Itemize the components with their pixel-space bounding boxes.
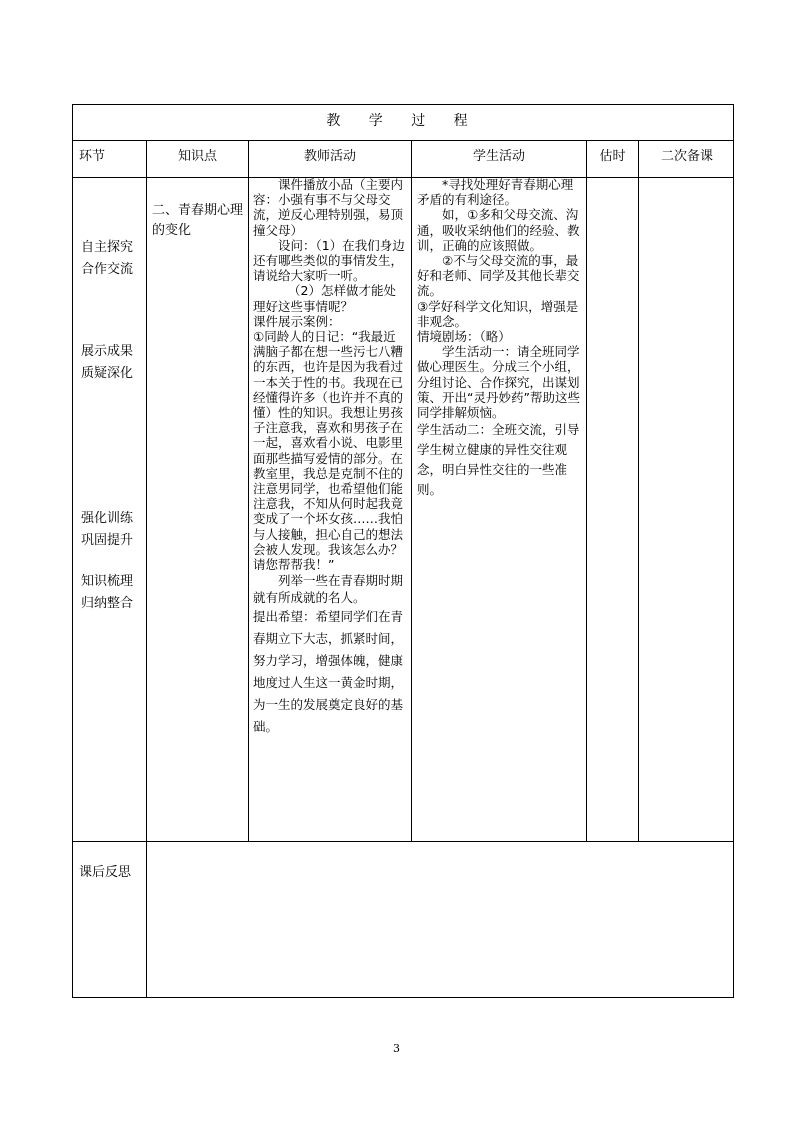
stage-item: 强化训练巩固提升 bbox=[81, 511, 134, 548]
teacher-paragraph: 提出希望：希望同学们在青春期立下大志，抓紧时间，努力学习，增强体魄，健康地度过人生这一黄金时期，为一生的发展奠定良好的基础。 bbox=[253, 609, 404, 735]
teacher-paragraph: ①同龄人的日记：“我最近满脑子都在想一些污七八糟的东西，也许是因为我看过一本关于性的书。我现在已经懂得许多（也许并不真的懂）性的知识。我想让男孩子注意我，喜欢和男孩子在一起，喜欢看小说、电影里面那些描写爱情的部分。在教室里，我总是克制不住的注意男同学，也希望他们能注意我，不知从何时起我竟变成了一个坏女孩……我怕与人接触，担心自己的想法会被人发现。我该怎么办？请您帮帮我！” bbox=[253, 329, 404, 573]
grid-line bbox=[248, 140, 249, 841]
header-student: 学生活动 bbox=[472, 149, 525, 164]
student-paragraph: 如，①多和父母交流、沟通，吸收采纳他们的经验、教训，正确的应该照做。 bbox=[417, 207, 580, 253]
grid-line bbox=[73, 140, 733, 141]
header-time: 估时 bbox=[599, 149, 626, 164]
table-title: 教 学 过 程 bbox=[326, 113, 480, 129]
knowledge-point: 二、青春期心理的变化 bbox=[152, 203, 244, 238]
header-teacher: 教师活动 bbox=[303, 149, 356, 164]
grid-line bbox=[586, 140, 587, 841]
student-paragraph: 情境剧场：（略） bbox=[417, 329, 511, 345]
student-activity bbox=[417, 177, 583, 500]
page-number: 3 bbox=[393, 1042, 400, 1055]
stage-item: 展示成果质疑深化 bbox=[81, 344, 134, 381]
grid-line bbox=[638, 140, 639, 841]
student-paragraph: *寻找处理好青春期心理矛盾的有利途径。 bbox=[417, 177, 574, 208]
stage-item: 自主探究合作交流 bbox=[81, 240, 134, 277]
header-prep: 二次备课 bbox=[660, 149, 713, 164]
stage-item: 知识梳理归纳整合 bbox=[81, 574, 134, 611]
teacher-paragraph: 课件展示案例： bbox=[253, 313, 341, 329]
teacher-paragraph: 设问：（1）在我们身边还有哪些类似的事情发生，请说给大家听一听。 bbox=[253, 237, 405, 284]
grid-line bbox=[411, 140, 412, 841]
student-paragraph: 学生活动一：请全班同学做心理医生。分成三个小组，分组讨论、合作探究，出谋划策、开出“灵丹妙药”帮助这些同学排解烦恼。 bbox=[417, 344, 580, 421]
student-paragraph: 学生活动二：全班交流，引导学生树立健康的异性交往观念，明白异性交往的一些准则。 bbox=[417, 422, 580, 498]
teacher-activity bbox=[253, 177, 408, 738]
header-stage: 环节 bbox=[79, 149, 106, 164]
reflection-label: 课后反思 bbox=[79, 865, 132, 880]
teacher-paragraph: 课件播放小品（主要内容：小强有事不与父母交流，逆反心理特别强，易顶撞父母） bbox=[253, 177, 404, 238]
teacher-paragraph: （2）怎样做才能处理好这些事情呢？ bbox=[253, 283, 396, 314]
header-knowledge: 知识点 bbox=[177, 149, 217, 164]
student-paragraph: ③学好科学文化知识，增强是非观念。 bbox=[417, 298, 579, 329]
grid-line bbox=[146, 140, 147, 998]
teacher-paragraph: 列举一些在青春期时期就有所成就的名人。 bbox=[253, 573, 404, 606]
grid-line bbox=[73, 841, 733, 842]
teaching-process-table bbox=[72, 104, 734, 998]
student-paragraph: ②不与父母交流的事，最好和老师、同学及其他长辈交流。 bbox=[417, 253, 580, 299]
